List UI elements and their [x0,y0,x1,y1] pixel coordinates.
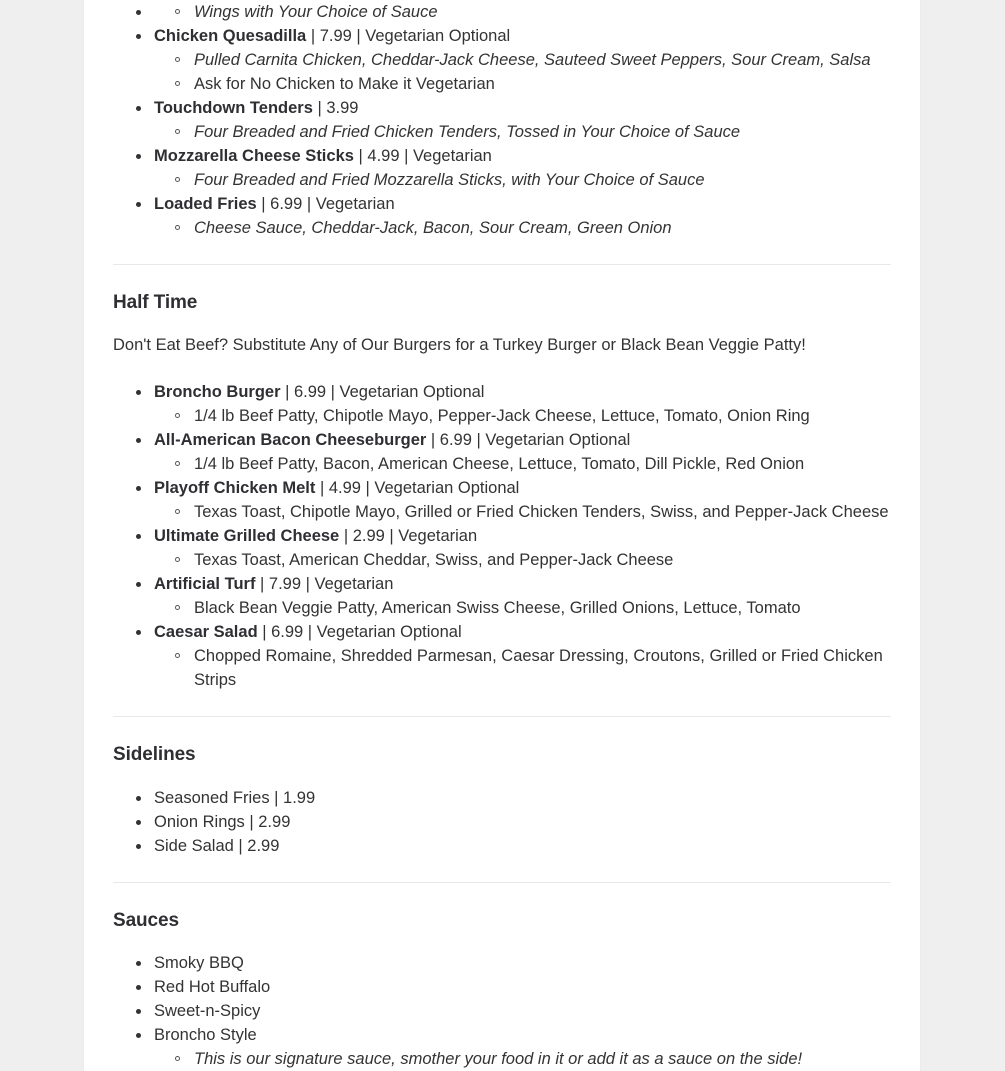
menu-item-name: Artificial Turf [154,574,256,593]
menu-item-heading [154,524,891,548]
menu-item-description: Four Breaded and Fried Chicken Tenders, Tossed in Your Choice of Sauce [154,120,891,144]
menu-list-half-time [113,380,891,692]
menu-item [113,428,891,476]
menu-item-sublist [154,1047,891,1071]
menu-item-meta: | 6.99 | Vegetarian Optional [426,430,631,449]
menu-item [113,1023,891,1071]
menu-item-sublist [154,644,891,692]
menu-item-meta: | 4.99 | Vegetarian Optional [315,478,520,497]
menu-item-label: Seasoned Fries | 1.99 [154,786,891,810]
menu-item-heading [154,572,891,596]
menu-item-description: 1/4 lb Beef Patty, Chipotle Mayo, Pepper-Jack Cheese, Lettuce, Tomato, Onion Ring [154,404,891,428]
menu-item-label: Broncho Style [154,1023,891,1047]
menu-item-description: This is our signature sauce, smother your food in it or add it as a sauce on the side! [154,1047,891,1071]
menu-item-description: Four Breaded and Fried Mozzarella Sticks, with Your Choice of Sauce [154,168,891,192]
menu-item-heading [154,192,891,216]
menu-item-note: Ask for No Chicken to Make it Vegetarian [154,72,891,96]
menu-item-label: Sweet-n-Spicy [154,999,891,1023]
section-heading: Sidelines [113,743,196,765]
menu-list-appetizers [113,0,891,240]
menu-item-name: All-American Bacon Cheeseburger [154,430,427,449]
menu-item-description: Texas Toast, American Cheddar, Swiss, and Pepper-Jack Cheese [154,548,891,572]
menu-item [113,380,891,428]
section-sidelines [113,744,891,858]
menu-item-name: Mozzarella Cheese Sticks [154,147,354,165]
menu-item-sublist [154,48,891,96]
menu-item-heading [154,380,891,404]
menu-item-label: Smoky BBQ [154,951,891,975]
menu-item-meta: | 6.99 | Vegetarian [256,195,395,213]
menu-item-description: 1/4 lb Beef Patty, Bacon, American Cheese, Lettuce, Tomato, Dill Pickle, Red Onion [154,452,891,476]
menu-list-sauces [113,951,891,1071]
menu-item-description: Chopped Romaine, Shredded Parmesan, Caesar Dressing, Croutons, Grilled or Fried Chicken Strips [154,644,891,692]
content-column [84,0,920,1071]
menu-item-meta: | 7.99 | Vegetarian [255,574,394,593]
menu-item-description: Cheese Sauce, Cheddar-Jack, Bacon, Sour Cream, Green Onion [154,216,891,240]
menu-item-description: Pulled Carnita Chicken, Cheddar-Jack Cheese, Sauteed Sweet Peppers, Sour Cream, Salsa [154,48,891,72]
menu-item-sublist [154,120,891,144]
menu-item-sublist [154,548,891,572]
section-appetizers-continued [113,0,891,240]
menu-item [113,975,891,999]
menu-item [113,476,891,524]
menu-item-sublist [154,596,891,620]
menu-item [113,524,891,572]
content-inner [84,0,920,1071]
menu-item-sublist [154,404,891,428]
menu-item-heading [154,96,891,120]
menu-item-meta: | 7.99 | Vegetarian Optional [306,27,511,45]
section-half-time [113,292,891,692]
menu-item-heading [154,144,891,168]
menu-item-name: Broncho Burger [154,382,281,401]
menu-item-sublist [154,168,891,192]
menu-item-name: Ultimate Grilled Cheese [154,526,340,545]
menu-item-sublist [154,452,891,476]
menu-item-name: Loaded Fries [154,195,257,213]
menu-item-meta: | 4.99 | Vegetarian [353,147,492,165]
menu-item-description: Texas Toast, Chipotle Mayo, Grilled or Fried Chicken Tenders, Swiss, and Pepper-Jack Cheese [154,500,891,524]
menu-item-heading [154,428,891,452]
menu-item [113,951,891,975]
menu-item-name: Touchdown Tenders [154,99,313,117]
menu-item-name: Playoff Chicken Melt [154,478,316,497]
section-heading: Sauces [113,909,179,931]
menu-item [113,24,891,96]
menu-item-meta: | 2.99 | Vegetarian [339,526,478,545]
menu-item [113,810,891,834]
menu-item [113,834,891,858]
menu-item [113,0,891,24]
menu-item-label: Side Salad | 2.99 [154,834,891,858]
menu-item-heading [154,24,891,48]
menu-item-meta: | 3.99 [312,99,359,117]
menu-item-heading [154,476,891,500]
menu-item [113,620,891,692]
menu-item-label: Onion Rings | 2.99 [154,810,891,834]
section-divider [113,716,891,717]
menu-item-name: Caesar Salad [154,622,258,641]
menu-item-meta: | 6.99 | Vegetarian Optional [257,622,462,641]
menu-item-sublist [154,0,891,24]
section-heading: Half Time [113,292,198,313]
menu-item [113,999,891,1023]
menu-item [113,144,891,192]
menu-item-sublist [154,216,891,240]
menu-item [113,572,891,620]
menu-list-sidelines [113,786,891,858]
menu-item-label: Red Hot Buffalo [154,975,891,999]
menu-item-description: Wings with Your Choice of Sauce [154,0,891,24]
section-divider [113,264,891,265]
menu-item-name: Chicken Quesadilla [154,27,307,45]
menu-item-sublist [154,500,891,524]
section-divider [113,882,891,883]
menu-item-meta: | 6.99 | Vegetarian Optional [280,382,485,401]
menu-item-description: Black Bean Veggie Patty, American Swiss Cheese, Grilled Onions, Lettuce, Tomato [154,596,891,620]
menu-item [113,192,891,240]
menu-item [113,786,891,810]
menu-item-heading [154,620,891,644]
menu-item [113,96,891,144]
section-sauces [113,910,891,1071]
section-note: Don't Eat Beef? Substitute Any of Our Burgers for a Turkey Burger or Black Bean Veggie Patty! [113,335,806,354]
